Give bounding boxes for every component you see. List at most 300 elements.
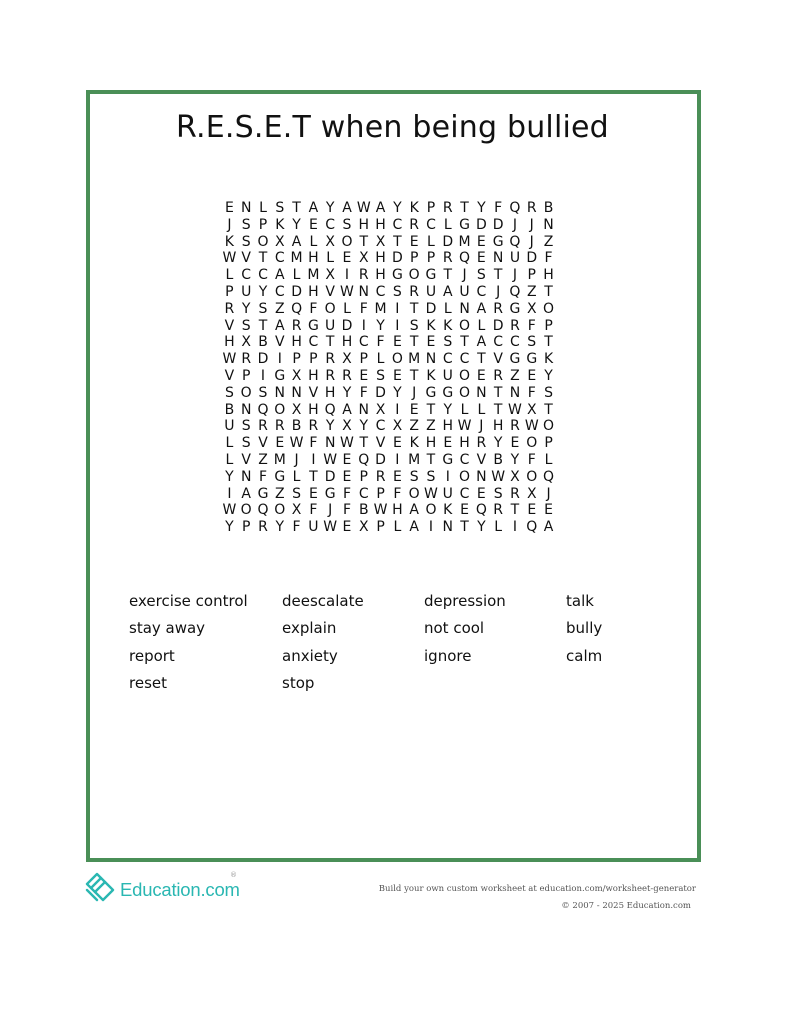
grid-letter: B [358,502,369,519]
grid-letter: C [358,485,369,502]
word-bank [129,592,666,701]
grid-letter: T [409,334,419,351]
grid-letter: O [408,485,420,502]
grid-letter: V [275,334,285,351]
grid-letter: V [476,451,487,468]
grid-letter: X [358,519,369,536]
grid-letter: I [428,519,434,536]
grid-letter: S [275,200,285,216]
grid-letter: W [373,502,388,519]
grid-letter: E [275,435,285,452]
education-logo[interactable] [83,870,240,904]
grid-letter: C [476,283,487,300]
grid-row [221,334,557,351]
grid-letter: G [492,233,504,250]
grid-letter: W [222,351,237,368]
grid-letter: I [311,451,316,468]
grid-letter: E [392,367,402,384]
word-bank-item: bully [566,619,603,638]
grid-letter: C [325,216,336,233]
grid-row [221,418,557,435]
grid-letter: A [476,300,487,317]
grid-letter: O [257,233,269,250]
grid-letter: Y [493,435,503,452]
grid-letter: N [476,384,487,401]
grid-letter: B [543,200,554,216]
grid-letter: A [275,317,285,334]
grid-row [221,318,557,335]
grid-letter: C [442,351,453,368]
word-bank-item: not cool [424,619,485,638]
grid-letter: Y [477,519,486,536]
footer-copyright: © 2007 - 2025 Education.com [561,901,691,911]
grid-letter: A [342,401,352,418]
grid-letter: J [462,267,467,284]
grid-letter: F [342,502,351,519]
grid-letter: D [526,250,538,267]
grid-letter: E [476,367,486,384]
grid-letter: S [342,216,352,233]
grid-letter: O [526,468,538,485]
grid-letter: P [241,367,251,384]
grid-letter: O [459,317,471,334]
grid-letter: S [258,300,268,317]
grid-letter: S [241,233,251,250]
grid-letter: Q [509,200,521,216]
grid-letter: T [493,401,503,418]
grid-letter: G [509,300,521,317]
grid-letter: O [543,418,555,435]
grid-letter: G [324,485,336,502]
grid-letter: G [442,384,454,401]
grid-letter: E [426,334,436,351]
grid-letter: W [323,519,338,536]
grid-letter: F [527,317,536,334]
grid-letter: S [443,334,453,351]
worksheet-title: R.E.S.E.T when being bullied [176,110,609,145]
grid-letter: T [477,351,486,368]
grid-letter: K [543,351,554,368]
grid-letter: Q [475,502,487,519]
grid-letter: U [224,418,235,435]
grid-letter: E [476,250,486,267]
grid-letter: E [544,502,553,519]
grid-letter: F [527,451,536,468]
grid-letter: T [493,267,503,284]
grid-letter: T [426,401,436,418]
grid-letter: V [241,451,251,468]
grid-letter: N [240,200,252,216]
grid-letter: P [544,317,553,334]
grid-letter: T [544,334,553,351]
grid-letter: A [375,200,386,216]
grid-letter: F [342,485,351,502]
grid-letter: W [424,485,438,502]
grid-letter: T [393,233,402,250]
grid-letter: G [526,351,538,368]
grid-letter: H [324,384,336,401]
grid-letter: A [291,233,302,250]
grid-letter: G [425,384,437,401]
word-bank-item: explain [282,619,337,638]
grid-letter: Z [510,367,520,384]
grid-letter: P [359,351,368,368]
word-bank-item: stop [282,673,315,692]
grid-letter: Q [526,519,538,536]
grid-letter: T [460,519,469,536]
grid-letter: O [459,384,471,401]
grid-letter: K [426,367,436,384]
grid-letter: N [240,468,252,485]
grid-letter: T [359,233,369,250]
grid-letter: O [341,233,353,250]
grid-letter: N [492,250,504,267]
word-bank-item: anxiety [282,646,338,665]
grid-row [221,351,557,368]
grid-letter: W [222,250,237,267]
grid-letter: E [476,485,486,502]
grid-letter: Z [409,418,419,435]
grid-letter: P [409,250,419,267]
grid-letter: G [459,216,470,233]
grid-letter: R [274,418,285,435]
grid-letter: T [409,300,419,317]
grid-letter: Y [359,418,369,435]
grid-letter: E [342,519,352,536]
grid-letter: G [425,267,437,284]
grid-letter: L [393,519,402,536]
grid-letter: N [274,384,286,401]
grid-letter: S [241,216,251,233]
grid-letter: Y [376,317,385,334]
grid-letter: N [459,300,470,317]
grid-letter: D [375,451,386,468]
grid-letter: E [342,468,352,485]
grid-letter: J [412,384,417,401]
grid-letter: C [274,250,285,267]
grid-letter: S [241,317,251,334]
grid-letter: R [510,485,520,502]
grid-letter: W [457,418,472,435]
grid-letter: B [224,401,235,418]
grid-letter: D [391,250,403,267]
grid-letter: X [342,418,352,435]
grid-letter: W [323,451,338,468]
grid-letter: V [258,435,268,452]
grid-letter: T [258,250,268,267]
grid-letter: N [291,384,302,401]
grid-letter: L [477,317,486,334]
grid-letter: Y [393,200,402,216]
grid-letter: Y [544,367,553,384]
grid-letter: U [425,283,437,300]
word-search-grid [221,200,557,536]
grid-letter: O [274,502,286,519]
grid-letter: A [342,200,352,216]
grid-letter: J [546,485,551,502]
grid-letter: I [361,317,366,334]
grid-letter: I [227,485,232,502]
grid-letter: A [241,485,251,502]
grid-letter: L [494,519,503,536]
grid-letter: R [258,519,268,536]
word-bank-item: depression [424,592,506,610]
footer-tagline: Build your own custom worksheet at education.com/worksheet-generator [378,884,696,894]
grid-letter: H [543,267,554,284]
grid-letter: H [375,216,386,233]
grid-letter: B [291,418,302,435]
grid-letter: Z [274,300,285,317]
grid-letter: R [342,367,352,384]
grid-row [221,435,557,452]
grid-letter: W [222,502,237,519]
word-bank-item: stay away [129,619,206,638]
grid-letter: M [273,451,286,468]
grid-letter: Q [358,451,370,468]
grid-letter: P [544,435,553,452]
grid-letter: L [427,233,435,250]
grid-letter: X [510,468,520,485]
grid-letter: R [308,418,319,435]
grid-letter: J [512,216,518,233]
grid-letter: P [376,485,385,502]
grid-letter: E [510,435,520,452]
word-bank-item: talk [566,592,594,610]
grid-letter: F [393,485,402,502]
grid-letter: T [292,200,301,216]
grid-letter: Y [325,418,335,435]
grid-letter: I [395,451,400,468]
grid-letter: A [409,519,419,536]
grid-letter: L [443,216,452,233]
grid-letter: N [442,519,453,536]
grid-letter: I [512,519,518,536]
grid-letter: K [409,435,419,452]
grid-letter: E [527,502,537,519]
grid-letter: E [392,334,402,351]
grid-letter: C [375,283,386,300]
grid-letter: H [291,334,302,351]
grid-letter: V [375,435,386,452]
grid-letter: I [277,351,282,368]
grid-letter: P [241,519,251,536]
grid-letter: A [476,334,487,351]
grid-letter: R [510,317,520,334]
grid-letter: F [494,200,503,216]
grid-row [221,267,557,284]
grid-letter: E [224,200,234,216]
grid-letter: Y [292,216,301,233]
grid-letter: X [526,485,537,502]
grid-letter: Y [258,283,268,300]
grid-letter: W [340,435,354,452]
grid-letter: V [224,367,235,384]
grid-letter: C [459,451,470,468]
registered-mark: ® [230,871,237,879]
grid-letter: I [260,367,266,384]
grid-letter: S [409,468,419,485]
grid-letter: E [308,485,318,502]
grid-letter: H [392,502,403,519]
grid-letter: V [241,250,251,267]
grid-letter: S [493,485,503,502]
grid-row [221,301,557,318]
grid-letter: E [342,451,352,468]
grid-letter: E [392,468,402,485]
grid-letter: A [409,502,419,519]
grid-letter: Z [526,283,537,300]
grid-letter: F [376,334,385,351]
grid-letter: H [459,435,470,452]
grid-letter: Y [342,384,352,401]
grid-letter: Y [477,200,486,216]
grid-row [221,234,557,251]
grid-letter: U [509,250,521,267]
grid-letter: D [425,300,437,317]
grid-letter: N [324,435,336,452]
grid-row [221,469,557,486]
grid-letter: N [425,351,437,368]
grid-letter: X [375,401,386,418]
grid-letter: K [224,233,234,250]
grid-letter: A [275,267,285,284]
grid-letter: S [241,418,251,435]
grid-letter: F [292,519,301,536]
grid-letter: Q [509,283,521,300]
grid-row [221,284,557,301]
grid-letter: X [291,401,302,418]
grid-letter: C [241,267,252,284]
grid-letter: G [442,451,454,468]
grid-letter: X [325,267,335,284]
grid-letter: L [292,267,301,284]
grid-letter: S [409,317,419,334]
grid-letter: D [492,216,504,233]
grid-letter: Q [324,401,336,418]
grid-letter: T [409,367,419,384]
grid-letter: R [258,418,268,435]
grid-letter: N [509,384,521,401]
grid-letter: U [241,283,252,300]
grid-letter: I [445,468,450,485]
grid-letter: Y [393,384,402,401]
grid-letter: P [225,283,234,300]
grid-letter: H [375,267,386,284]
grid-letter: L [292,468,301,485]
grid-row [221,217,557,234]
grid-letter: D [442,233,454,250]
grid-letter: E [392,435,402,452]
grid-letter: N [358,401,370,418]
grid-letter: D [375,384,386,401]
grid-row [221,402,557,419]
grid-letter: R [476,435,487,452]
grid-letter: T [460,334,469,351]
grid-letter: S [426,468,436,485]
grid-letter: R [325,367,336,384]
grid-letter: I [344,267,350,284]
grid-letter: W [340,283,354,300]
grid-letter: U [308,519,319,536]
grid-letter: R [493,367,504,384]
grid-row [221,250,557,267]
grid-letter: R [375,468,386,485]
grid-letter: A [308,200,319,216]
word-bank-item: ignore [424,646,472,665]
grid-letter: J [512,267,518,284]
grid-letter: W [491,468,506,485]
grid-letter: K [443,502,453,519]
grid-letter: P [426,250,436,267]
grid-letter: S [376,367,386,384]
grid-letter: O [543,300,555,317]
grid-letter: O [324,300,336,317]
grid-letter: T [460,200,469,216]
grid-letter: G [307,317,319,334]
grid-letter: G [391,267,403,284]
grid-letter: E [342,250,352,267]
grid-letter: M [290,250,303,267]
grid-letter: M [374,300,387,317]
grid-letter: R [409,216,420,233]
grid-letter: S [544,384,553,401]
grid-letter: P [527,267,536,284]
grid-letter: L [225,267,234,284]
grid-letter: P [292,351,301,368]
grid-letter: K [409,200,419,216]
grid-letter: X [342,351,352,368]
grid-letter: W [356,200,371,216]
grid-letter: L [376,351,385,368]
grid-letter: R [493,300,504,317]
grid-letter: C [510,334,520,351]
grid-letter: I [395,401,400,418]
grid-letter: J [479,418,484,435]
grid-letter: Y [510,451,520,468]
grid-letter: O [240,384,252,401]
grid-letter: C [358,334,369,351]
grid-letter: T [258,317,268,334]
grid-letter: O [459,367,471,384]
grid-row [221,519,557,536]
grid-letter: T [359,435,369,452]
grid-letter: Q [509,233,521,250]
grid-letter: J [227,216,232,233]
grid-letter: X [291,367,302,384]
grid-letter: Q [459,250,471,267]
grid-letter: P [376,519,385,536]
grid-letter: O [459,468,471,485]
grid-letter: V [493,351,503,368]
grid-letter: S [392,283,402,300]
grid-letter: F [359,300,368,317]
grid-letter: X [358,250,369,267]
grid-letter: U [442,367,453,384]
grid-letter: T [493,384,503,401]
grid-letter: J [294,451,299,468]
grid-letter: U [442,485,453,502]
grid-letter: C [258,267,268,284]
grid-letter: P [426,200,436,216]
grid-letter: W [289,435,304,452]
grid-letter: L [309,233,318,250]
grid-letter: D [257,351,269,368]
grid-letter: E [359,367,369,384]
grid-letter: S [241,435,251,452]
grid-letter: D [324,468,336,485]
grid-letter: L [225,435,234,452]
grid-letter: Z [258,451,268,468]
